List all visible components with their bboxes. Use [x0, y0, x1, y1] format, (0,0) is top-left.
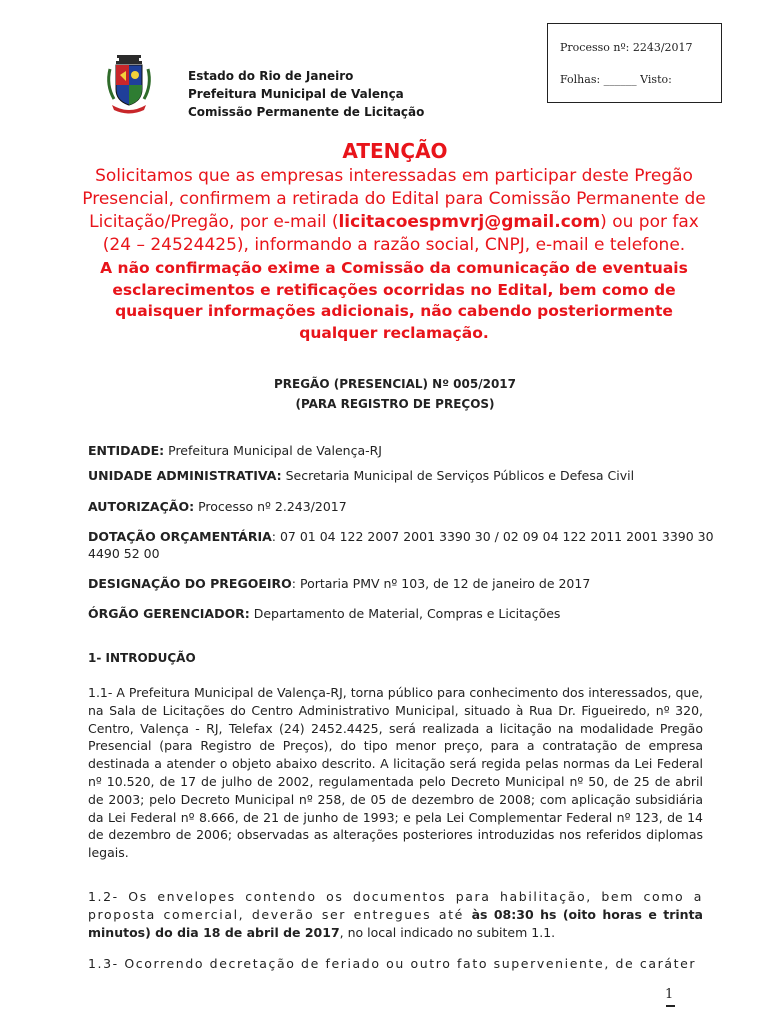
section-heading-text: 1- INTRODUÇÃO: [88, 651, 196, 665]
attention-title: ATENÇÃO: [342, 139, 448, 163]
field-label: DESIGNAÇÃO DO PREGOEIRO: [88, 576, 292, 591]
notice-paragraph: [74, 165, 714, 257]
notice-text-before: Solicitamos que as empresas interessadas em participar deste Pregão Presencial, confirmem a retirada do Edital para Comissão Permanente de Licitação/Pregão, por e-mail (: [82, 166, 706, 232]
field-label: UNIDADE ADMINISTRATIVA:: [88, 468, 282, 483]
sheets-visto: Folhas: ______ Visto:: [560, 73, 672, 86]
field-value: Departamento de Material, Compras e Licitações: [249, 606, 561, 621]
field-value: : 07 01 04 122 2007 2001 3390 30 / 02 09 04 122 2011 2001 3390 30: [271, 529, 714, 544]
field-label: ÓRGÃO GERENCIADOR:: [88, 606, 250, 621]
field-dotacao: [88, 529, 714, 544]
notice-text-after: ) ou por fax (24 – 24524425), informando a razão social, CNPJ, e-mail e telefone.: [102, 212, 699, 255]
field-dotacao-cont: 4490 52 00: [88, 546, 160, 561]
field-value: : Portaria PMV nº 103, de 12 de janeiro de 2017: [291, 576, 591, 591]
field-label: AUTORIZAÇÃO:: [88, 499, 195, 514]
pregao-title: PREGÃO (PRESENCIAL) Nº 005/2017: [273, 377, 517, 391]
notice-email-link[interactable]: licitacoespmvrj@gmail.com: [338, 212, 601, 232]
field-value: Secretaria Municipal de Serviços Públicos e Defesa Civil: [281, 468, 635, 483]
field-pregoeiro: [88, 576, 590, 591]
field-value: Processo nº 2.243/2017: [194, 499, 347, 514]
process-box: [547, 23, 722, 103]
process-number: Processo nº: 2243/2017: [560, 41, 693, 54]
header-state: Estado do Rio de Janeiro: [188, 69, 354, 83]
header-prefecture: Prefeitura Municipal de Valença: [188, 87, 404, 101]
field-entidade: [88, 443, 382, 458]
paragraph-1-3: 1.3- Ocorrendo decretação de feriado ou outro fato superveniente, de caráter: [88, 956, 697, 971]
paragraph-1-2: [88, 888, 703, 941]
field-label: ENTIDADE:: [88, 443, 165, 458]
p2-deadline: às 08:30 hs (oito horas e trinta minutos) do dia 18 de abril de 2017: [88, 906, 703, 940]
page-number: 1: [665, 987, 674, 1002]
p2-text-a: 1.2- Os envelopes contendo os documentos para habilitação, bem como a proposta comercial, deverão ser entregues até: [88, 889, 703, 922]
p2-text-b: , no local indicado no subitem 1.1.: [339, 924, 556, 940]
coat-of-arms-icon: [104, 55, 154, 115]
section-heading: [88, 651, 196, 665]
header-commission: Comissão Permanente de Licitação: [188, 105, 425, 119]
pregao-subtitle: (PARA REGISTRO DE PREÇOS): [295, 397, 495, 411]
paragraph-1-1: 1.1- A Prefeitura Municipal de Valença-RJ, torna público para conhecimento dos interessados, que, na Sala de Licitações do Centro Administrativo Municipal, situado à Rua Dr. Figueiredo, nº 320, Centro, Valença - RJ, Telefax (24) 2452.4425, será realizada a licitação na modalidade Pregão Presencial (para Registro de Preços), do tipo menor preço, para a contratação de empresa destinada a atender o objeto abaixo descrito. A licitação será regida pelas normas da Lei Federal nº 10.520, de 17 de julho de 2002, regulamentada pelo Decreto Municipal nº 50, de 25 de abril de 2003; pelo Decreto Municipal nº 258, de 05 de dezembro de 2008; com aplicação subsidiária da Lei Federal nº 8.666, de 21 de junho de 1993; e pela Lei Complementar Federal nº 123, de 14 de dezembro de 2006; observadas as alterações posteriores introduzidas nos referidos diplomas legais.: [88, 685, 703, 861]
field-value: Prefeitura Municipal de Valença-RJ: [164, 443, 382, 458]
field-orgao: [88, 606, 560, 621]
field-autorizacao: [88, 499, 347, 514]
field-unidade: [88, 468, 634, 483]
field-label: DOTAÇÃO ORÇAMENTÁRIA: [88, 529, 272, 544]
page-number-underline: [666, 1005, 675, 1007]
notice-warning: A não confirmação exime a Comissão da comunicação de eventuais esclarecimentos e retificações ocorridas no Edital, bem como de quaisquer informações adicionais, não cabendo posteriormente qualquer reclamação.: [100, 259, 688, 342]
